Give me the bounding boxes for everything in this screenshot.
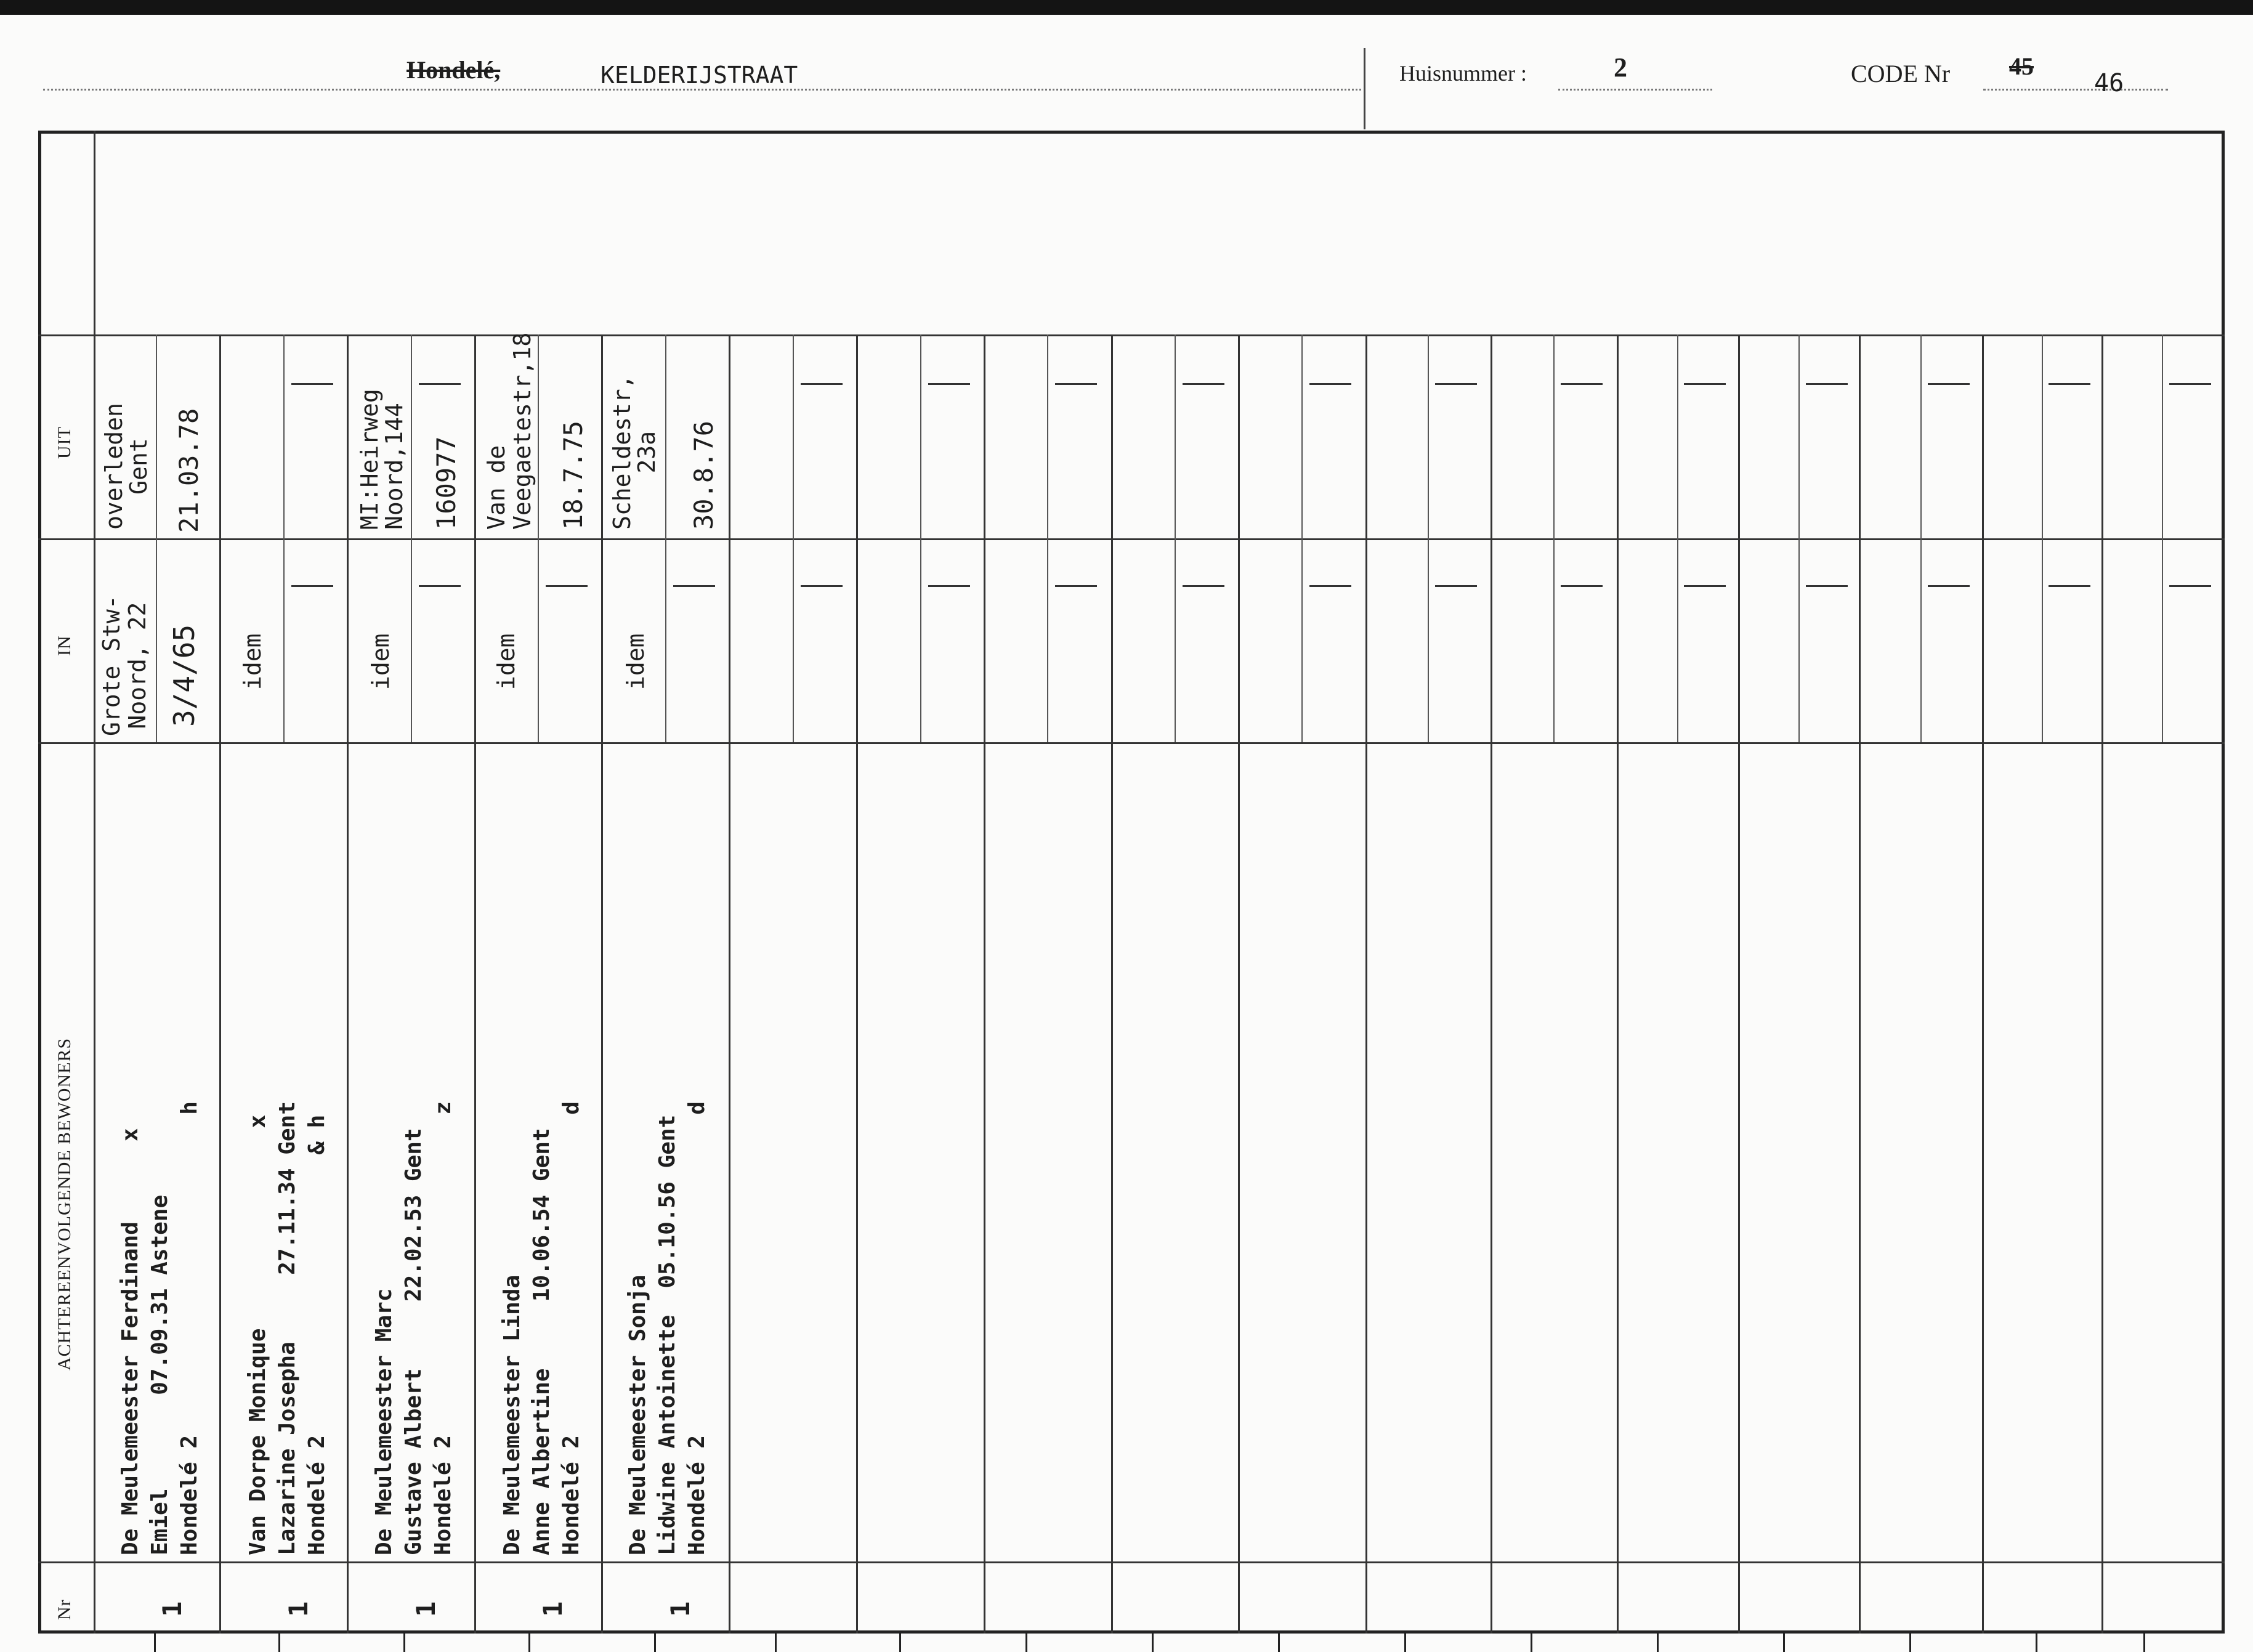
half-column-divider (2162, 334, 2163, 742)
bottom-tick (1657, 1634, 1659, 1652)
bottom-tick (654, 1634, 656, 1652)
bottom-tick (1025, 1634, 1027, 1652)
column-divider (219, 334, 221, 1634)
bottom-tick (528, 1634, 530, 1652)
half-column-divider (283, 334, 285, 742)
empty-dash (673, 585, 715, 587)
bottom-tick (1783, 1634, 1785, 1652)
empty-dash (2049, 585, 2090, 587)
uit-place: Van de Veegaetestr,18 (483, 332, 536, 530)
column-label-nr: Nr (54, 1599, 75, 1620)
empty-dash (2049, 383, 2090, 385)
empty-dash (291, 383, 333, 385)
bottom-tick (2036, 1634, 2037, 1652)
house-number-dotted-line (1558, 89, 1712, 91)
uit-place: overleden Gent (100, 403, 152, 530)
bottom-tick (403, 1634, 405, 1652)
resident-line: Lazarine Josepha 27.11.34 Gent (275, 1101, 300, 1555)
record-nr: 1 (157, 1601, 187, 1617)
in-place: idem (367, 633, 394, 690)
resident-line: Hondelé 2 d (559, 1101, 584, 1555)
record-nr: 1 (538, 1601, 568, 1617)
half-column-divider (665, 334, 666, 742)
half-column-divider (920, 334, 921, 742)
resident-line: Lidwine Antoinette 05.10.56 Gent (655, 1114, 680, 1555)
half-column-divider (1301, 334, 1303, 742)
bottom-tick (1531, 1634, 1532, 1652)
resident-line: Van Dorpe Monique x (245, 1114, 270, 1555)
empty-dash (1435, 585, 1477, 587)
house-number: 2 (1614, 52, 1627, 83)
half-column-divider (1428, 334, 1429, 742)
record-nr: 1 (665, 1601, 695, 1617)
bottom-tick (1909, 1634, 1911, 1652)
resident-entry (116, 792, 204, 1555)
column-label-residents: ACHTEREENVOLGENDE BEWONERS (54, 1037, 75, 1371)
half-column-divider (793, 334, 794, 742)
empty-dash (546, 585, 588, 587)
bottom-tick (1404, 1634, 1406, 1652)
empty-dash (2169, 383, 2211, 385)
empty-dash (419, 585, 461, 587)
scan-top-edge (0, 0, 2253, 15)
bottom-tick (154, 1634, 156, 1652)
half-column-divider (156, 334, 157, 742)
column-divider (984, 334, 985, 1634)
column-divider (2101, 334, 2103, 1634)
empty-dash (1435, 383, 1477, 385)
code-struck: 45 (2009, 52, 2034, 80)
half-column-divider (1553, 334, 1555, 742)
uit-date: 21.03.78 (174, 408, 204, 533)
empty-dash (801, 585, 843, 587)
empty-dash (1055, 383, 1097, 385)
bottom-tick (1278, 1634, 1280, 1652)
header-separator (1364, 48, 1365, 129)
column-label-in: IN (54, 635, 75, 656)
empty-dash (1684, 585, 1726, 587)
empty-dash (419, 383, 461, 385)
residents-top-line (38, 742, 2225, 744)
nr-top-line (38, 1561, 2225, 1563)
in-place: idem (622, 633, 649, 690)
bottom-tick (278, 1634, 280, 1652)
empty-dash (1561, 585, 1603, 587)
resident-line: Emiel 07.09.31 Astene (147, 1194, 172, 1555)
column-divider (1238, 334, 1240, 1634)
column-label-uit: UIT (54, 426, 75, 459)
half-column-divider (411, 334, 412, 742)
record-nr: 1 (283, 1601, 313, 1617)
column-divider (1738, 334, 1740, 1634)
column-divider (1111, 334, 1113, 1634)
half-column-divider (538, 334, 539, 742)
empty-dash (1806, 585, 1848, 587)
empty-dash (801, 383, 843, 385)
bottom-tick (775, 1634, 777, 1652)
half-column-divider (1677, 334, 1678, 742)
uit-place: MI:Heirweg Noord,144 (356, 389, 408, 530)
half-column-divider (1920, 334, 1922, 742)
resident-line: Anne Albertine 10.06.54 Gent (529, 1128, 554, 1555)
empty-dash (1561, 383, 1603, 385)
column-divider (729, 334, 730, 1634)
column-divider (474, 334, 476, 1634)
column-divider (1491, 334, 1492, 1634)
uit-date: 30.8.76 (689, 420, 719, 530)
code-value: 46 (2094, 69, 2124, 97)
uit-top-line (38, 334, 2225, 336)
empty-dash (1183, 383, 1224, 385)
code-label: CODE Nr (1851, 60, 1951, 87)
half-column-divider (1047, 334, 1048, 742)
resident-line: Hondelé 2 z (431, 1101, 456, 1555)
in-date: 3/4/65 (168, 624, 201, 727)
resident-line: De Meulemeester Ferdinand x (118, 1128, 143, 1555)
record-nr: 1 (411, 1601, 441, 1617)
half-column-divider (1798, 334, 1800, 742)
resident-line: Hondelé 2 d (684, 1101, 710, 1555)
empty-dash (1183, 585, 1224, 587)
uit-date: 160977 (431, 436, 461, 530)
bottom-tick (2143, 1634, 2145, 1652)
resident-entry (370, 792, 458, 1555)
empty-dash (1309, 585, 1351, 587)
column-divider (856, 334, 858, 1634)
empty-dash (928, 383, 970, 385)
column-divider (601, 334, 603, 1634)
in-place: idem (239, 633, 266, 690)
empty-dash (291, 585, 333, 587)
in-place: Grote Stw- Noord, 22 (98, 595, 151, 736)
empty-dash (1806, 383, 1848, 385)
street-name: KELDERIJSTRAAT (601, 62, 798, 89)
resident-entry (498, 792, 586, 1555)
uit-place: Scheldestr, 23a (609, 375, 660, 530)
column-divider (1365, 334, 1367, 1634)
register-form (38, 131, 2225, 1634)
resident-line: De Meulemeester Sonja (625, 1274, 650, 1555)
empty-dash (1309, 383, 1351, 385)
in-place: idem (493, 633, 520, 690)
resident-line: Gustave Albert 22.02.53 Gent (401, 1128, 426, 1555)
bottom-tick (899, 1634, 901, 1652)
in-top-line (38, 538, 2225, 540)
empty-dash (2169, 585, 2211, 587)
column-divider (1859, 334, 1861, 1634)
label-column-divider (94, 131, 95, 1634)
bottom-tick (1152, 1634, 1154, 1652)
resident-entry (623, 792, 712, 1555)
column-divider (347, 334, 349, 1634)
empty-dash (1928, 383, 1970, 385)
resident-line: Hondelé 2 & h (304, 1114, 330, 1555)
empty-dash (1684, 383, 1726, 385)
resident-line: Hondelé 2 h (177, 1101, 202, 1555)
uit-date: 18.7.75 (558, 420, 588, 530)
empty-dash (928, 585, 970, 587)
code-dotted-line (1983, 89, 2168, 91)
half-column-divider (2042, 334, 2043, 742)
resident-line: De Meulemeester Marc (371, 1288, 397, 1555)
resident-line: De Meulemeester Linda (500, 1274, 525, 1555)
street-dotted-line (43, 89, 1361, 91)
street-struck: Hondelé, (407, 56, 501, 84)
empty-dash (1928, 585, 1970, 587)
house-number-label: Huisnummer : (1399, 61, 1527, 86)
half-column-divider (1175, 334, 1176, 742)
empty-dash (1055, 585, 1097, 587)
column-divider (1617, 334, 1619, 1634)
column-divider (1982, 334, 1984, 1634)
resident-entry (243, 792, 332, 1555)
